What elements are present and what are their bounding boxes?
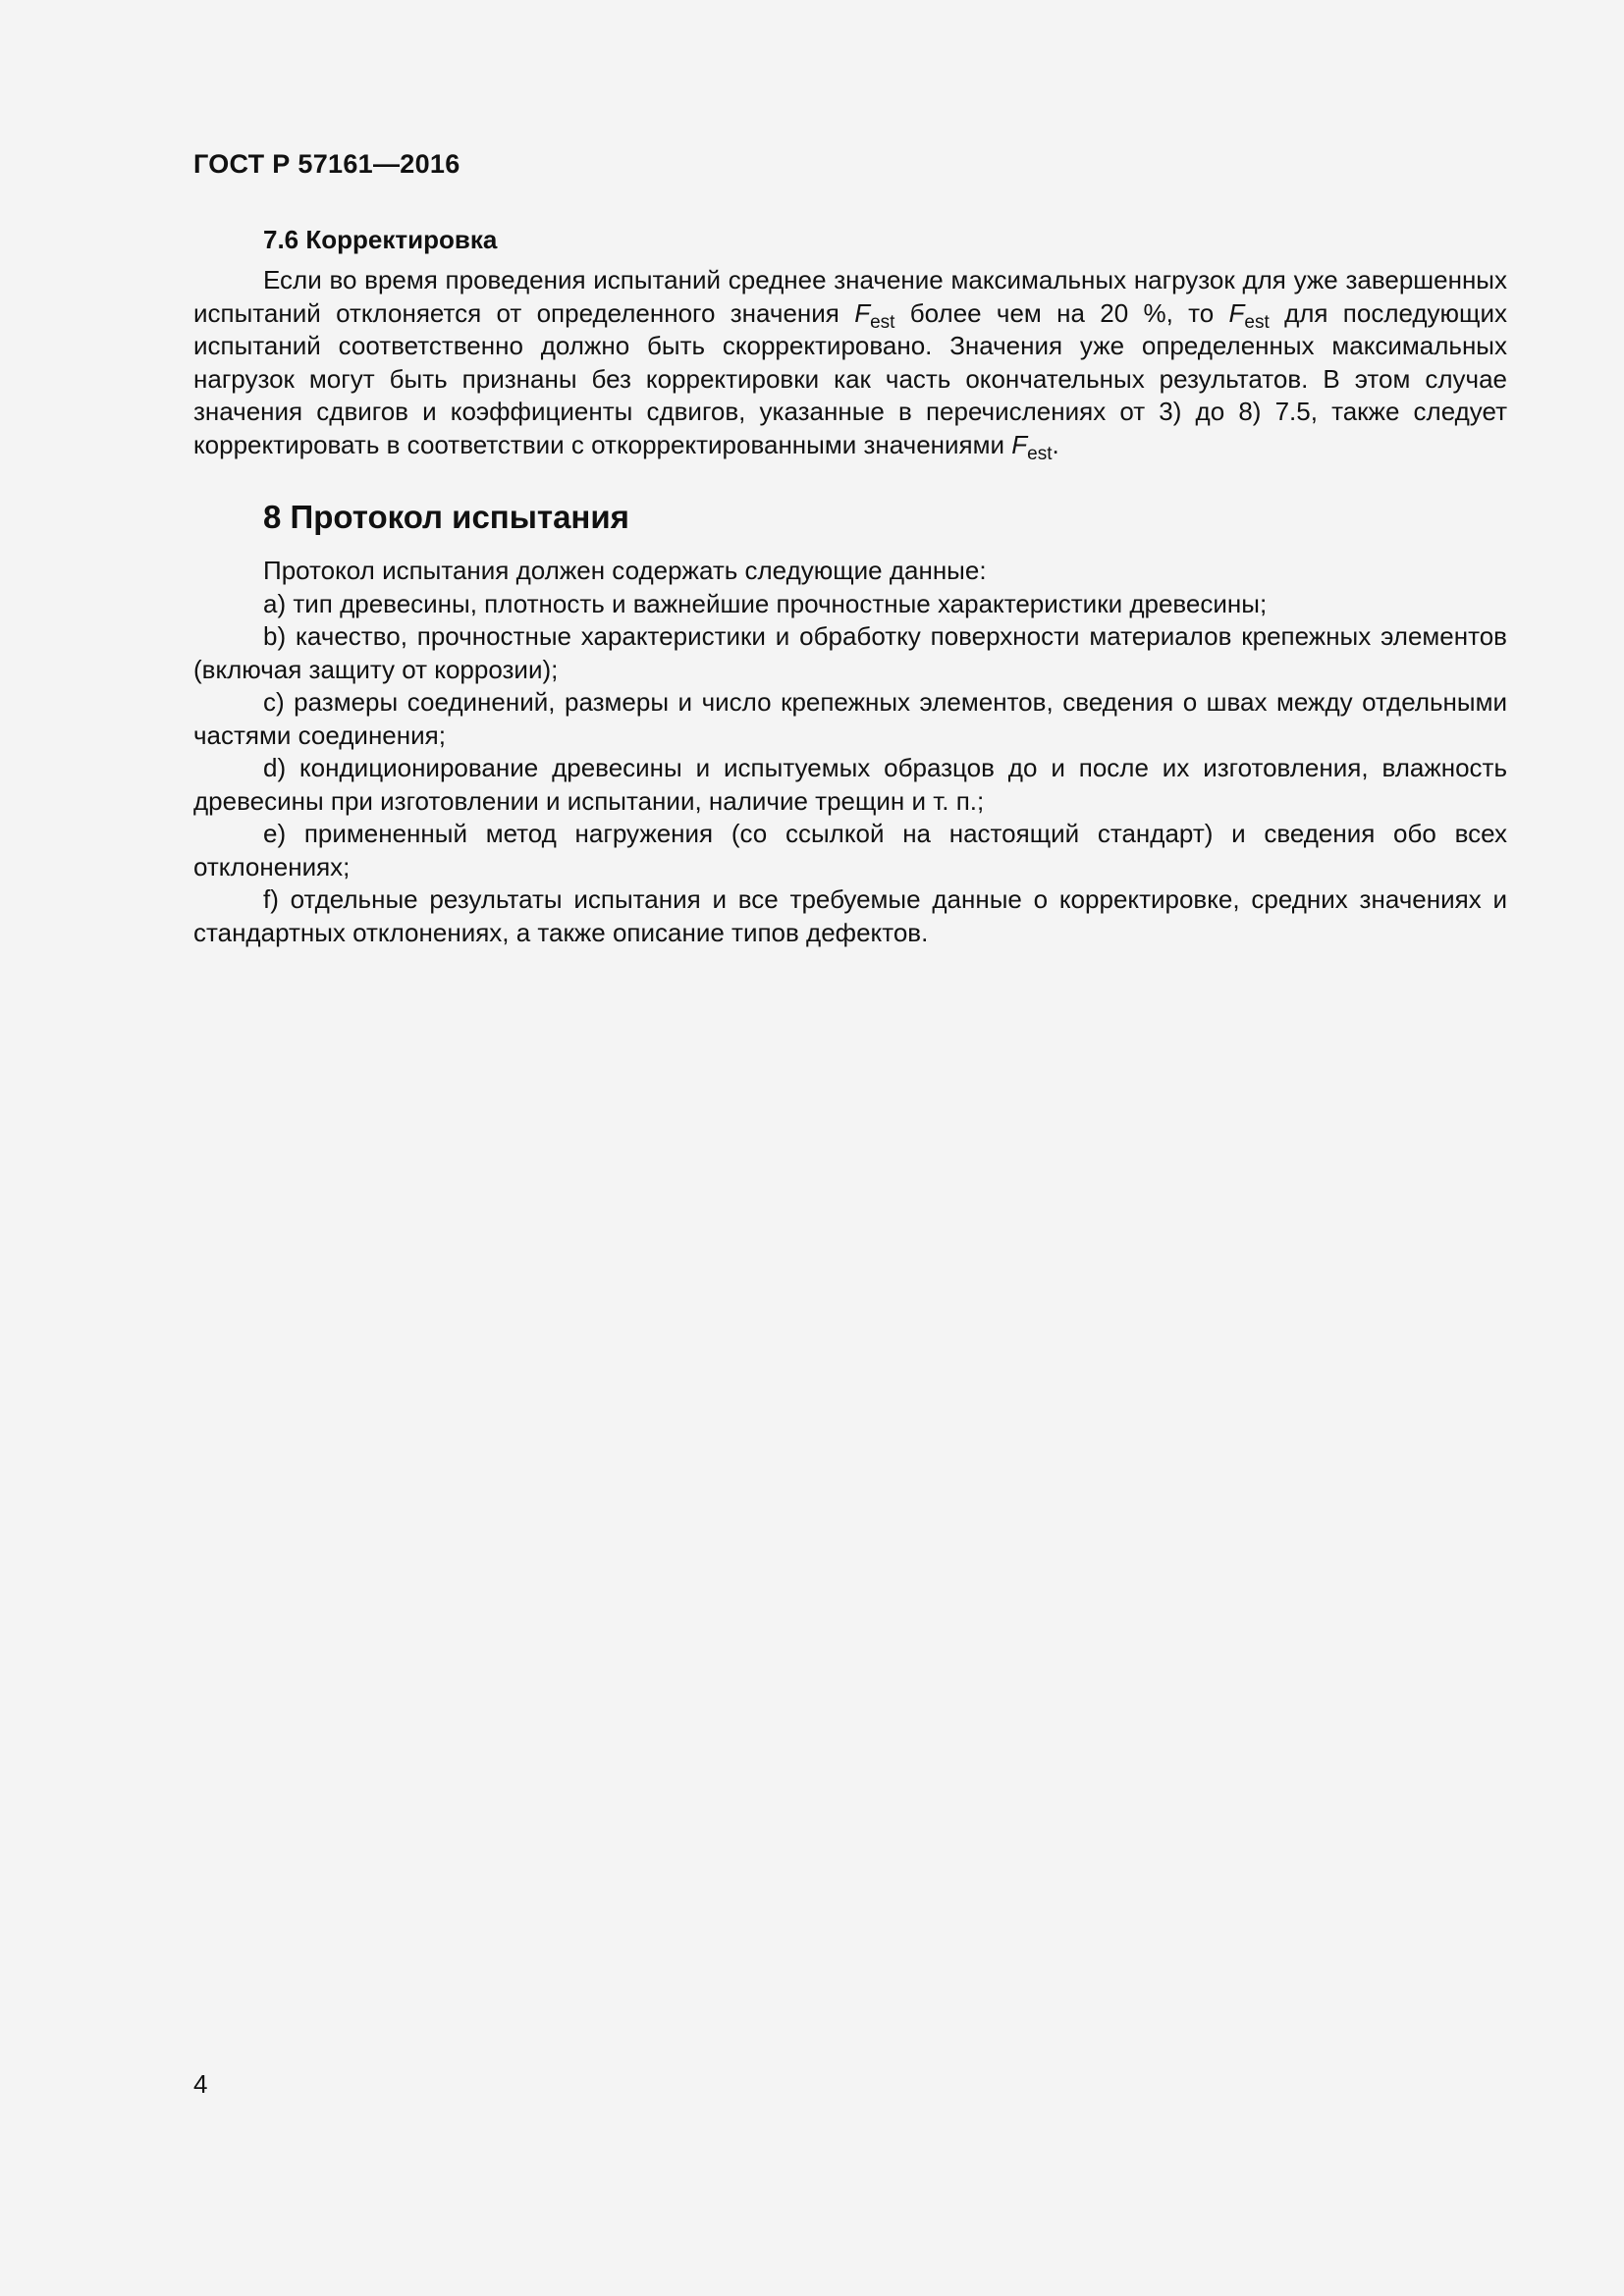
list-item: d) кондиционирование древесины и испытуемых образцов до и после их изготовления, влажность древесины при изготовлении и испытании, наличие трещин и т. п.; — [193, 753, 1507, 816]
paragraph-7-6-part3: для последующих испытаний соответственно должно быть скорректировано. Значения уже определенных максимальных нагрузок могут быть признаны без корректировки как часть окончательных результатов. В этом случае значения сдвигов и коэффициенты сдвигов, указанные в перечислениях от 3) до 8) 7.5, также следует корректировать в соответствии с откорректированными значениями — [193, 297, 1507, 459]
paragraph-7-6-part1: Если во время проведения испытаний среднее значение максимальных нагрузок для уже завершенных испытаний отклоняется от определенного значения — [193, 265, 1507, 328]
f-est-symbol: $F_{est}$ — [1228, 297, 1270, 333]
paragraph-7-6-end: . — [1052, 429, 1059, 459]
document-body — [193, 224, 1507, 949]
protocol-requirements-list — [193, 555, 1507, 949]
list-item: b) качество, прочностные характеристики и обработку поверхности материалов крепежных элементов (включая защиту от коррозии); — [193, 621, 1507, 684]
list-item: c) размеры соединений, размеры и число крепежных элементов, сведения о швах между отдельными частями соединения; — [193, 687, 1507, 750]
list-intro: Протокол испытания должен содержать следующие данные: — [263, 556, 987, 585]
paragraph-7-6-part2: более чем на 20 %, то — [909, 297, 1215, 328]
list-item: а) тип древесины, плотность и важнейшие прочностные характеристики древесины; — [263, 588, 1268, 618]
f-est-symbol: $F_{est}$ — [1011, 429, 1053, 464]
section-heading-7-6: 7.6 Корректировка — [263, 225, 498, 254]
page-number: 4 — [193, 2069, 208, 2099]
list-item: f) отдельные результаты испытания и все требуемые данные о корректировке, средних значениях и стандартных отклонениях, а также описание типов дефектов. — [193, 884, 1507, 947]
section-heading-8: 8 Протокол испытания — [263, 499, 629, 535]
list-item: e) примененный метод нагружения (со ссылкой на настоящий стандарт) и сведения обо всех отклонениях; — [193, 819, 1507, 881]
paragraph-7-6 — [193, 264, 1507, 464]
f-est-symbol: $F_{est}$ — [854, 297, 895, 333]
document-id-header: ГОСТ Р 57161—2016 — [193, 149, 460, 179]
